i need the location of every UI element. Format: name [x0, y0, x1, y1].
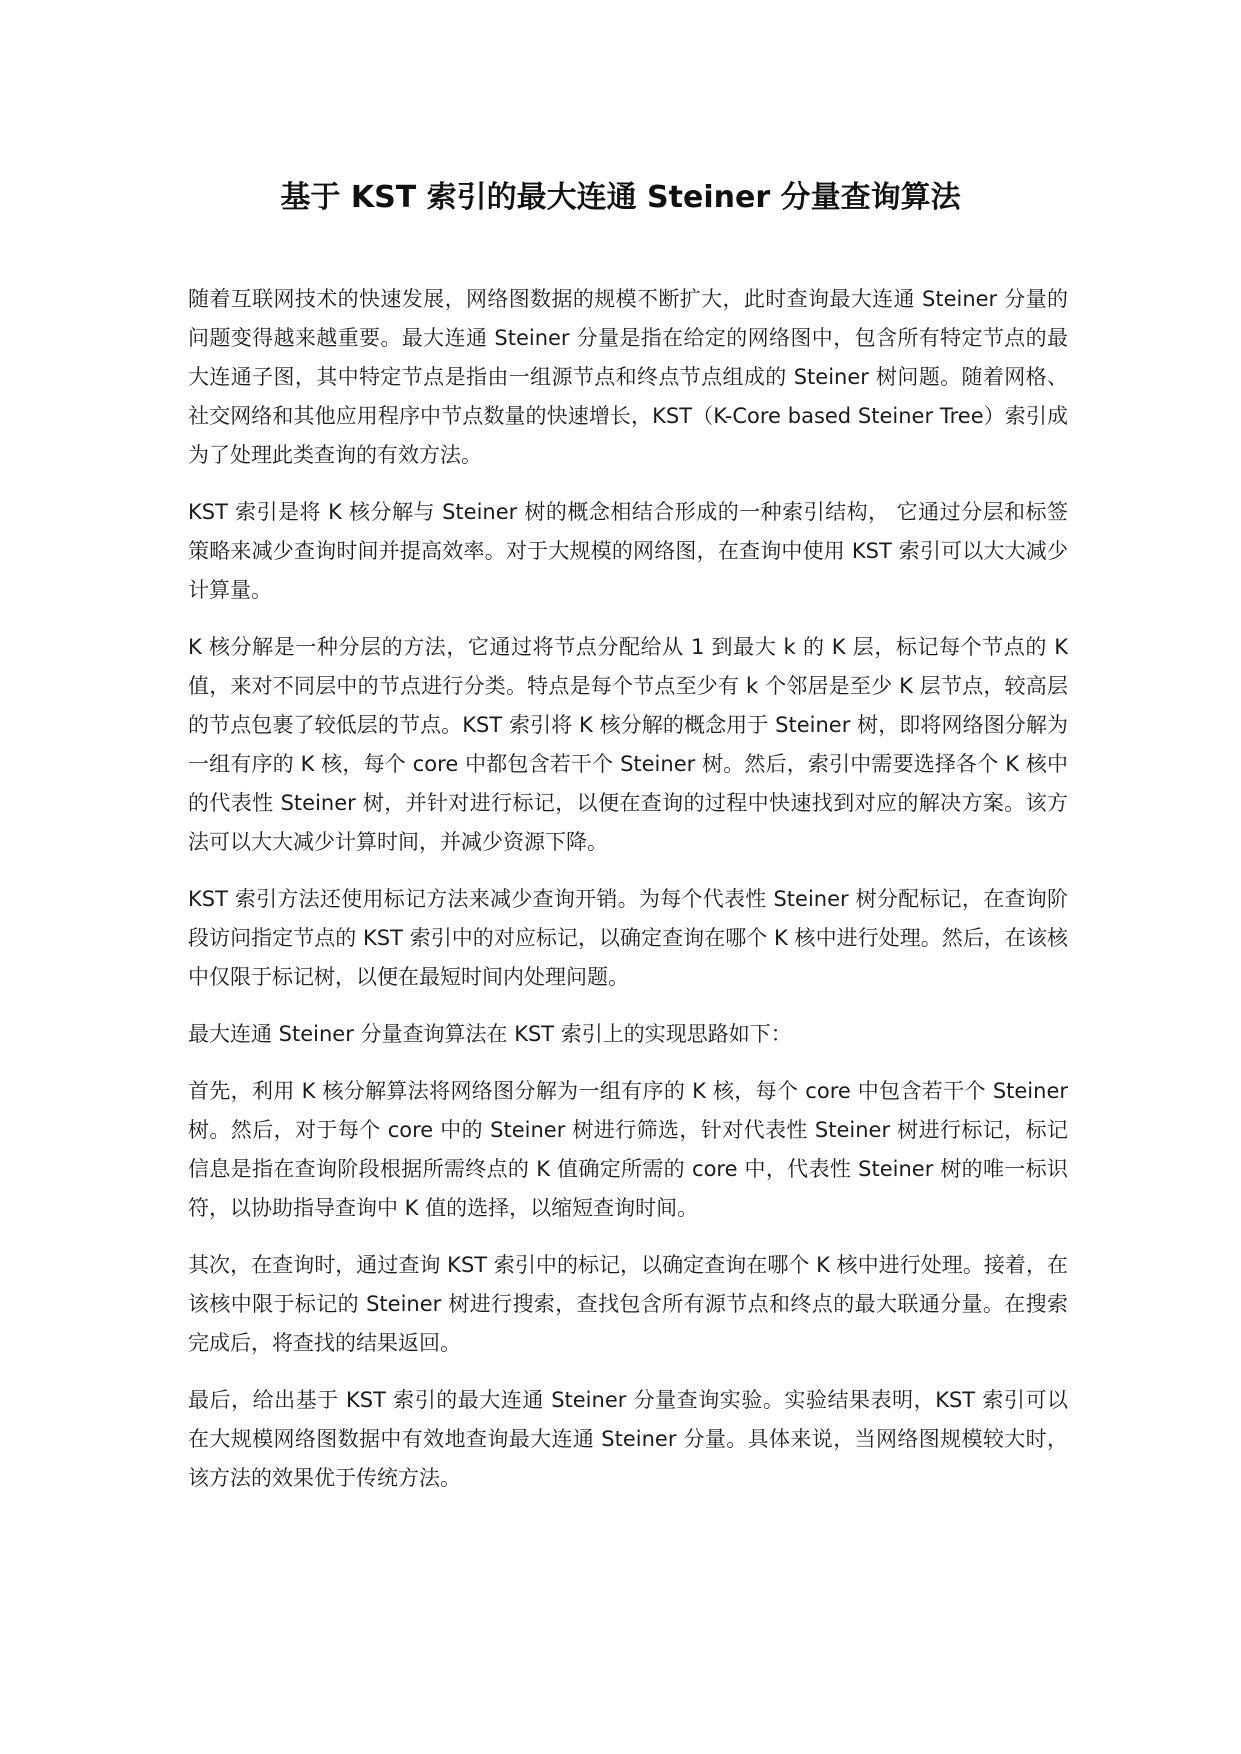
paragraph-approach-intro: 最大连通 Steiner 分量查询算法在 KST 索引上的实现思路如下：	[188, 1022, 792, 1046]
paragraph-labeling: KST 索引方法还使用标记方法来减少查询开销。为每个代表性 Steiner 树分配标记，在查询阶段访问指定节点的 KST 索引中的对应标记，以确定查询在哪个 K 核中进行处理。然后，在该核中仅限于标记树，以便在最短时间内处理问题。	[188, 887, 1068, 989]
paragraph-step-second: 其次，在查询时，通过查询 KST 索引中的标记，以确定查询在哪个 K 核中进行处理。接着，在该核中限于标记的 Steiner 树进行搜索，查找包含所有源节点和终点的最大联通分量。在搜索完成后，将查找的结果返回。	[188, 1253, 1068, 1355]
paragraph-kst-index: KST 索引是将 K 核分解与 Steiner 树的概念相结合形成的一种索引结构， 它通过分层和标签策略来减少查询时间并提高效率。对于大规模的网络图，在查询中使用 KST 索引可以大大减少计算量。	[188, 500, 1068, 602]
paragraph-k-core-decomposition: K 核分解是一种分层的方法，它通过将节点分配给从 1 到最大 k 的 K 层，标记每个节点的 K 值，来对不同层中的节点进行分类。特点是每个节点至少有 k 个邻居是至少 K 层节点，较高层的节点包裹了较低层的节点。KST 索引将 K 核分解的概念用于 Steiner 树，即将网络图分解为一组有序的 K 核，每个 core 中都包含若干个 Steiner 树。然后，索引中需要选择各个 K 核中的代表性 Steiner 树，并针对进行标记，以便在查询的过程中快速找到对应的解决方案。该方法可以大大减少计算时间，并减少资源下降。	[188, 635, 1068, 854]
paragraph-step-first: 首先，利用 K 核分解算法将网络图分解为一组有序的 K 核，每个 core 中包含若干个 Steiner 树。然后，对于每个 core 中的 Steiner 树进行筛选，针对代表性 Steiner 树进行标记，标记信息是指在查询阶段根据所需终点的 K 值确定所需的 core 中，代表性 Steiner 树的唯一标识符，以协助指导查询中 K 值的选择，以缩短查询时间。	[188, 1079, 1068, 1220]
document-title: 基于 KST 索引的最大连通 Steiner 分量查询算法	[280, 180, 961, 215]
paragraph-intro: 随着互联网技术的快速发展，网络图数据的规模不断扩大，此时查询最大连通 Steiner 分量的问题变得越来越重要。最大连通 Steiner 分量是指在给定的网络图中，包含所有特定节点的最大连通子图，其中特定节点是指由一组源节点和终点节点组成的 Steiner 树问题。随着网格、社交网络和其他应用程序中节点数量的快速增长，KST（K-Core based Steiner Tree）索引成为了处理此类查询的有效方法。	[188, 287, 1068, 467]
document-body	[188, 280, 1068, 1516]
paragraph-conclusion: 最后，给出基于 KST 索引的最大连通 Steiner 分量查询实验。实验结果表明，KST 索引可以在大规模网络图数据中有效地查询最大连通 Steiner 分量。具体来说，当网络图规模较大时，该方法的效果优于传统方法。	[188, 1388, 1068, 1490]
